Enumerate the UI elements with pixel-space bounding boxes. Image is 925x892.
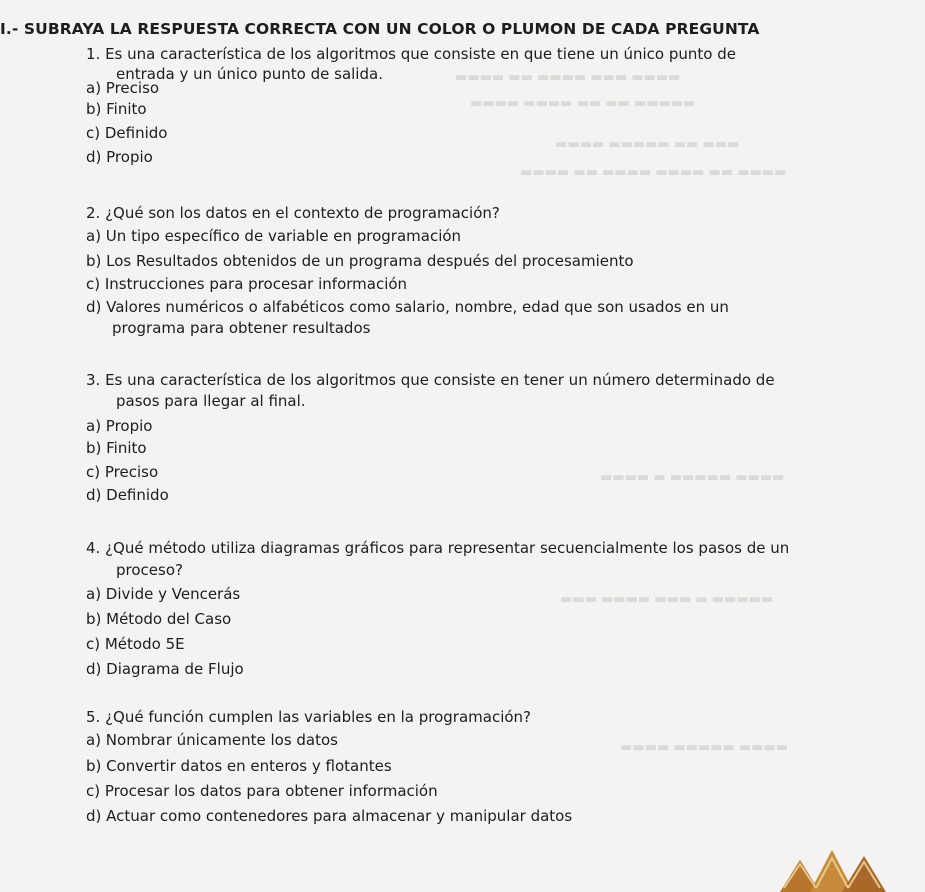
- question-2-line-1: 2. ¿Qué son los datos en el contexto de programación?: [86, 204, 500, 222]
- question-4-option-b[interactable]: b) Método del Caso: [86, 610, 232, 628]
- question-1-option-d[interactable]: d) Propio: [86, 148, 153, 166]
- question-4-option-a[interactable]: a) Divide y Vencerás: [86, 585, 241, 603]
- question-1-line-1: 1. Es una característica de los algoritmos que consiste en que tiene un único punto de: [86, 45, 736, 63]
- question-2-option-d-continued: programa para obtener resultados: [112, 319, 371, 337]
- question-5-option-a[interactable]: a) Nombrar únicamente los datos: [86, 731, 338, 749]
- section-title: I.- SUBRAYA LA RESPUESTA CORRECTA CON UN COLOR O PLUMON DE CADA PREGUNTA: [0, 20, 760, 38]
- bleed-through-text: ▬▬▬▬▬ ▬ ▬▬▬ ▬▬▬▬ ▬▬▬: [560, 592, 774, 607]
- question-3-option-a[interactable]: a) Propio: [86, 417, 153, 435]
- question-4-line-2: proceso?: [116, 561, 183, 579]
- bleed-through-text: ▬▬▬▬ ▬▬▬▬▬ ▬ ▬▬▬▬: [600, 470, 785, 485]
- question-3-line-1: 3. Es una característica de los algoritmos que consiste en tener un número determinado de: [86, 371, 775, 389]
- question-1-option-b[interactable]: b) Finito: [86, 100, 147, 118]
- bleed-through-text: ▬▬▬▬ ▬▬▬▬▬ ▬▬▬▬: [620, 740, 788, 755]
- question-5-option-b[interactable]: b) Convertir datos en enteros y flotantes: [86, 757, 392, 775]
- question-2-option-c[interactable]: c) Instrucciones para procesar información: [86, 275, 408, 293]
- question-2-option-a[interactable]: a) Un tipo específico de variable en programación: [86, 227, 462, 245]
- bleed-through-text: ▬▬▬▬ ▬▬ ▬▬▬▬ ▬▬▬▬ ▬▬ ▬▬▬▬: [520, 165, 787, 180]
- bleed-through-text: ▬▬▬ ▬▬ ▬▬▬▬▬ ▬▬▬▬: [555, 137, 740, 152]
- bleed-through-text: ▬▬▬▬ ▬▬▬ ▬▬▬▬ ▬▬ ▬▬▬▬: [455, 70, 681, 85]
- bleed-through-text: ▬▬▬▬▬ ▬▬ ▬▬ ▬▬▬▬ ▬▬▬▬: [470, 96, 696, 111]
- question-1-option-a[interactable]: a) Preciso: [86, 79, 160, 97]
- question-3-option-b[interactable]: b) Finito: [86, 439, 147, 457]
- question-4-line-1: 4. ¿Qué método utiliza diagramas gráficos para representar secuencialmente los pasos de un: [86, 539, 790, 557]
- question-4-option-c[interactable]: c) Método 5E: [86, 635, 185, 653]
- question-2-option-b[interactable]: b) Los Resultados obtenidos de un programa después del procesamiento: [86, 252, 634, 270]
- question-5-option-c[interactable]: c) Procesar los datos para obtener información: [86, 782, 438, 800]
- question-1-option-c[interactable]: c) Definido: [86, 124, 168, 142]
- question-2-option-d[interactable]: d) Valores numéricos o alfabéticos como salario, nombre, edad que son usados en un: [86, 298, 729, 316]
- question-4-option-d[interactable]: d) Diagrama de Flujo: [86, 660, 244, 678]
- question-1-line-2: entrada y un único punto de salida.: [116, 65, 383, 83]
- question-5-line-1: 5. ¿Qué función cumplen las variables en la programación?: [86, 708, 532, 726]
- question-3-line-2: pasos para llegar al final.: [116, 392, 306, 410]
- question-3-option-d[interactable]: d) Definido: [86, 486, 169, 504]
- corner-decoration: [780, 842, 890, 892]
- question-5-option-d[interactable]: d) Actuar como contenedores para almacenar y manipular datos: [86, 807, 573, 825]
- question-3-option-c[interactable]: c) Preciso: [86, 463, 159, 481]
